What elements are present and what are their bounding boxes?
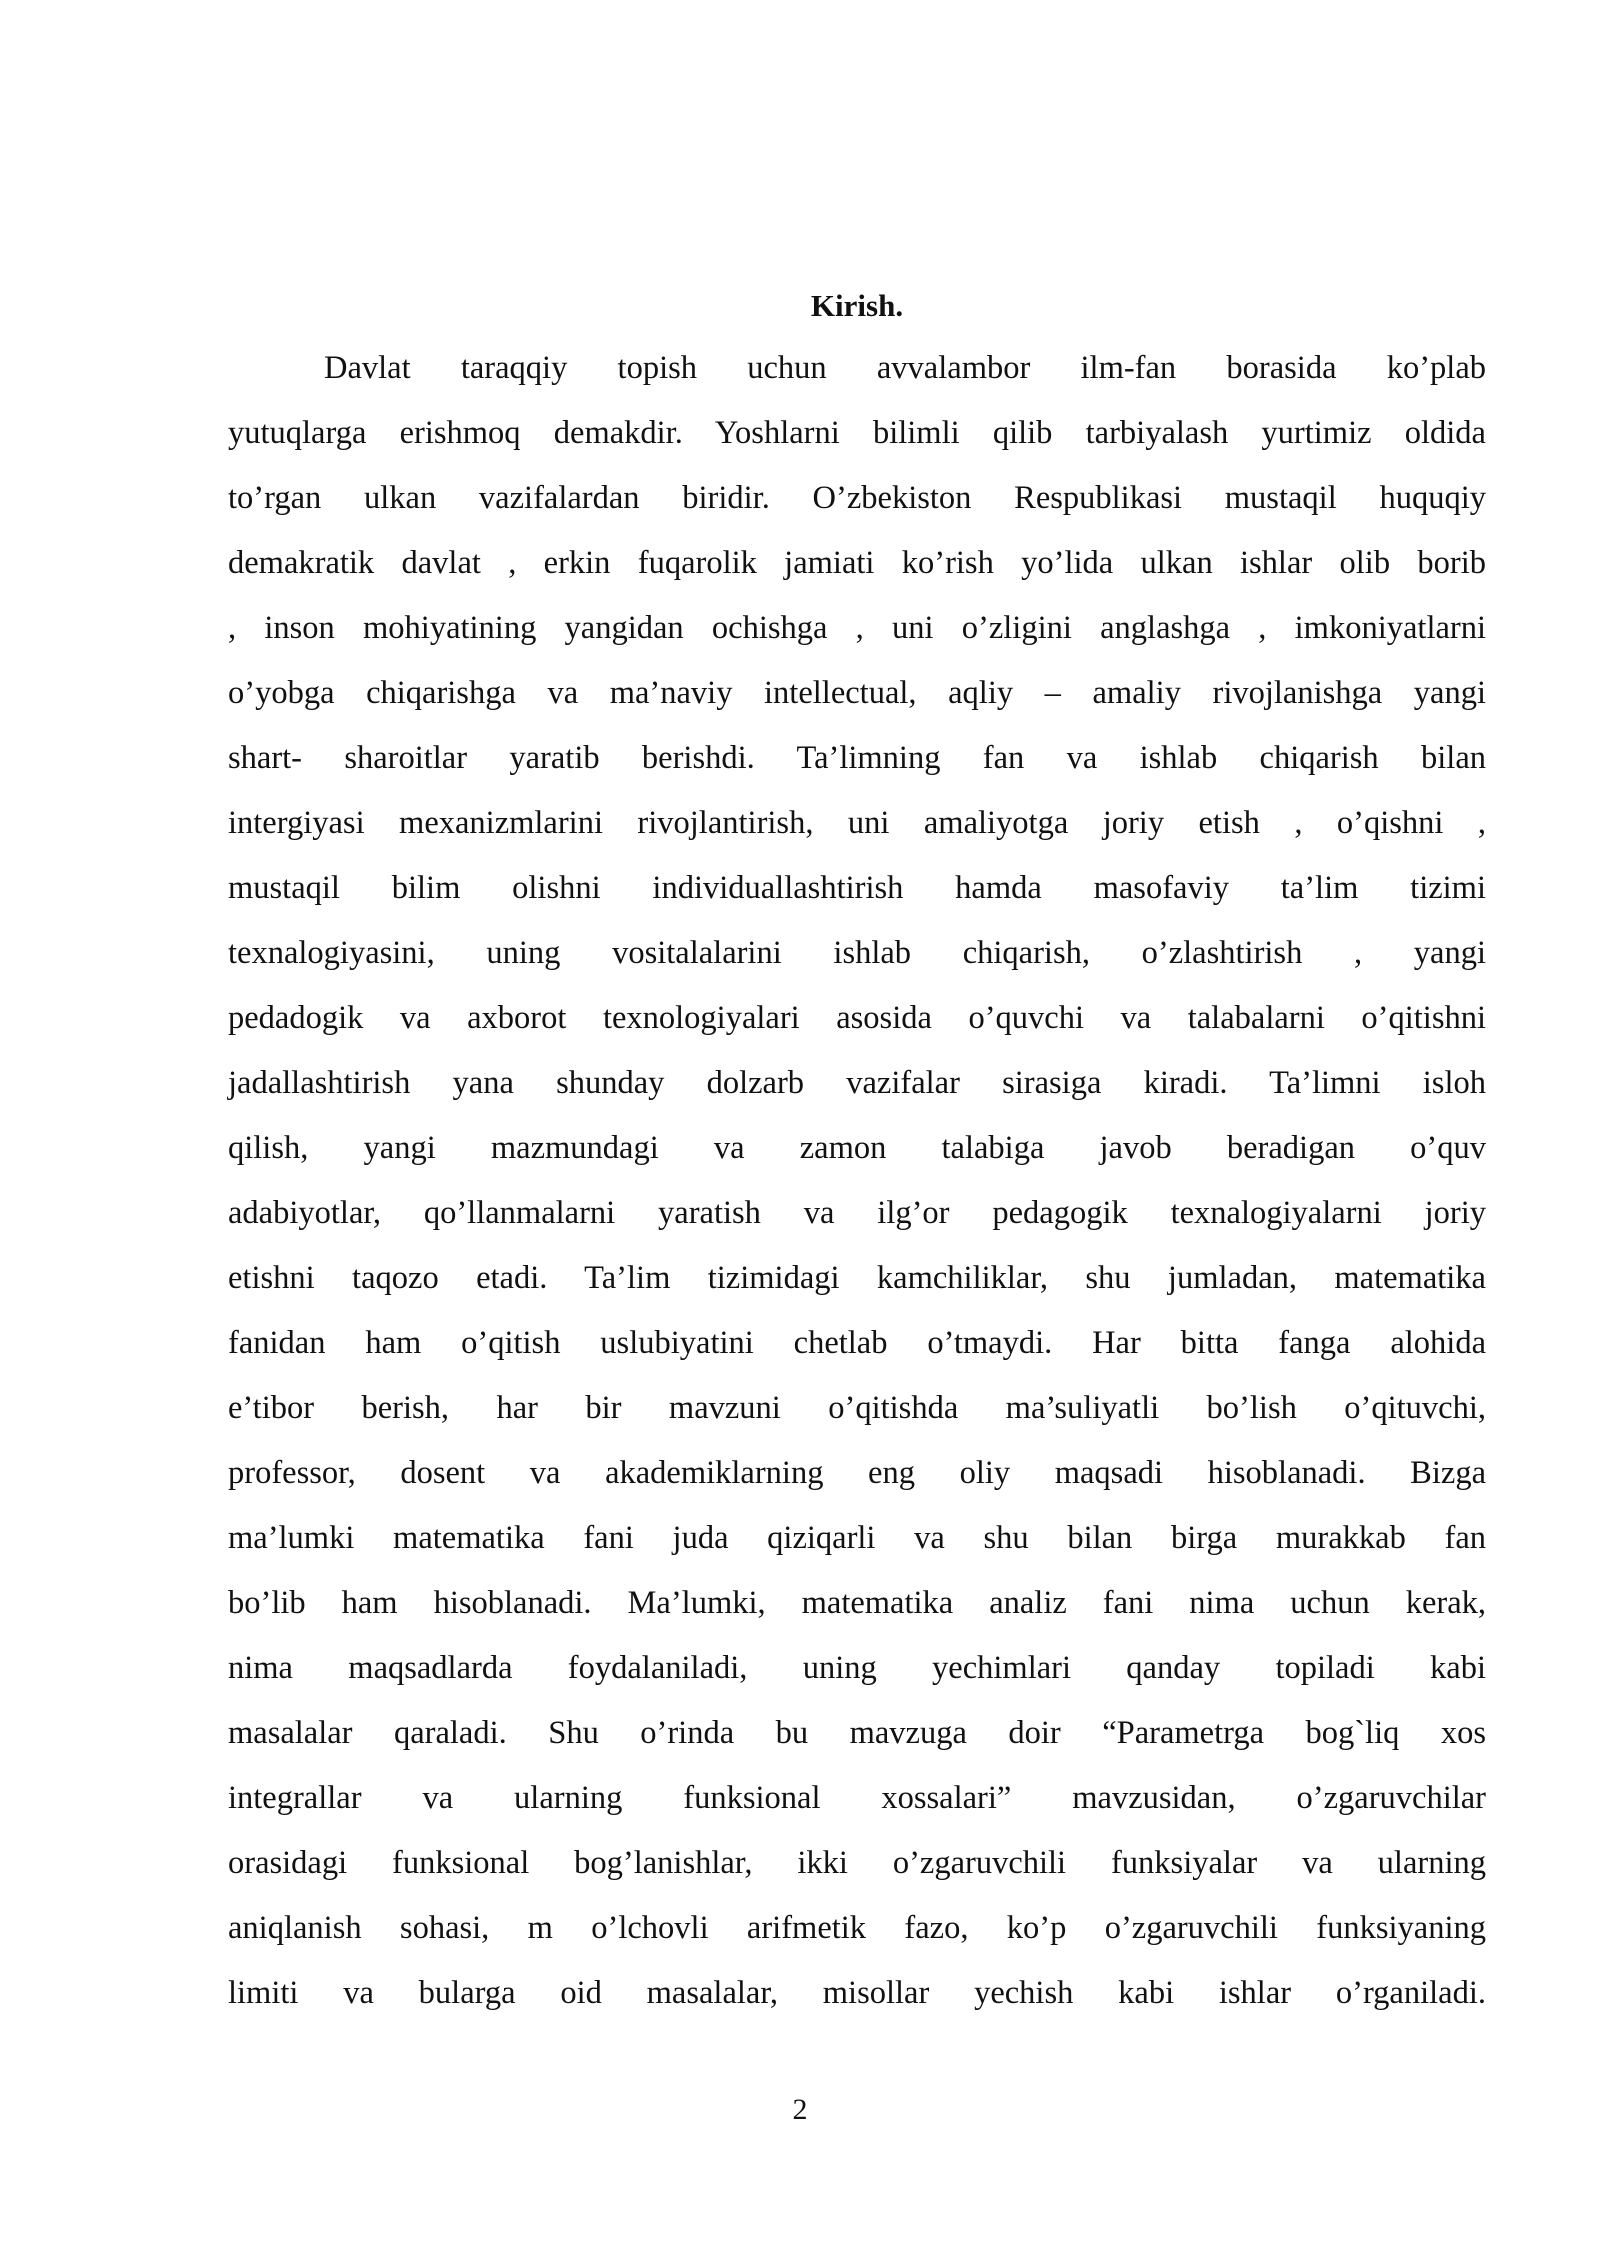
text-line: demakratik davlat , erkin fuqarolik jamiati ko’rish yo’lida ulkan ishlar olib borib [228, 545, 1486, 581]
text-line: bo’lib ham hisoblanadi. Ma’lumki, matematika analiz fani nima uchun kerak, [228, 1585, 1486, 1621]
text-line: adabiyotlar, qo’llanmalarni yaratish va ilg’or pedagogik texnalogiyalarni joriy [228, 1195, 1486, 1231]
text-line: professor, dosent va akademiklarning eng oliy maqsadi hisoblanadi. Bizga [228, 1455, 1486, 1491]
text-line: yutuqlarga erishmoq demakdir. Yoshlarni bilimli qilib tarbiyalash yurtimiz oldida [228, 415, 1486, 451]
text-line: ma’lumki matematika fani juda qiziqarli va shu bilan birga murakkab fan [228, 1520, 1486, 1556]
section-heading: Kirish. [810, 288, 904, 323]
text-line: aniqlanish sohasi, m o’lchovli arifmetik fazo, ko’p o’zgaruvchili funksiyaning [228, 1910, 1486, 1946]
text-line: qilish, yangi mazmundagi va zamon talabiga javob beradigan o’quv [228, 1130, 1486, 1166]
text-line: intergiyasi mexanizmlarini rivojlantirish, uni amaliyotga joriy etish , o’qishni , [228, 805, 1486, 841]
text-line: masalalar qaraladi. Shu o’rinda bu mavzuga doir “Parametrga bog`liq xos [228, 1715, 1486, 1751]
text-line: mustaqil bilim olishni individuallashtirish hamda masofaviy ta’lim tizimi [228, 870, 1486, 906]
body-paragraph [228, 336, 1486, 2026]
text-line: o’yobga chiqarishga va ma’naviy intellectual, aqliy – amaliy rivojlanishga yangi [228, 675, 1486, 711]
text-line: integrallar va ularning funksional xossalari” mavzusidan, o’zgaruvchilar [228, 1780, 1486, 1816]
page-number: 2 [792, 2093, 808, 2126]
text-line: nima maqsadlarda foydalaniladi, uning yechimlari qanday topiladi kabi [228, 1650, 1486, 1686]
text-line: limiti va bularga oid masalalar, misollar yechish kabi ishlar o’rganiladi. [228, 1975, 1486, 2011]
text-line: orasidagi funksional bog’lanishlar, ikki o’zgaruvchili funksiyalar va ularning [228, 1845, 1486, 1881]
text-line: etishni taqozo etadi. Ta’lim tizimidagi kamchiliklar, shu jumladan, matematika [228, 1260, 1486, 1296]
text-line: to’rgan ulkan vazifalardan biridir. O’zbekiston Respublikasi mustaqil huquqiy [228, 480, 1486, 516]
text-line: , inson mohiyatining yangidan ochishga , uni o’zligini anglashga , imkoniyatlarni [228, 610, 1486, 646]
text-line: Davlat taraqqiy topish uchun avvalambor ilm-fan borasida ko’plab [324, 350, 1486, 386]
text-line: e’tibor berish, har bir mavzuni o’qitishda ma’suliyatli bo’lish o’qituvchi, [228, 1390, 1486, 1426]
text-line: shart- sharoitlar yaratib berishdi. Ta’limning fan va ishlab chiqarish bilan [228, 740, 1486, 776]
text-line: fanidan ham o’qitish uslubiyatini chetlab o’tmaydi. Har bitta fanga alohida [228, 1325, 1486, 1361]
text-line: jadallashtirish yana shunday dolzarb vazifalar sirasiga kiradi. Ta’limni isloh [228, 1065, 1486, 1101]
page-content [228, 276, 1486, 2026]
text-line: texnalogiyasini, uning vositalalarini ishlab chiqarish, o’zlashtirish , yangi [228, 935, 1486, 971]
text-line: pedadogik va axborot texnologiyalari asosida o’quvchi va talabalarni o’qitishni [228, 1000, 1486, 1036]
